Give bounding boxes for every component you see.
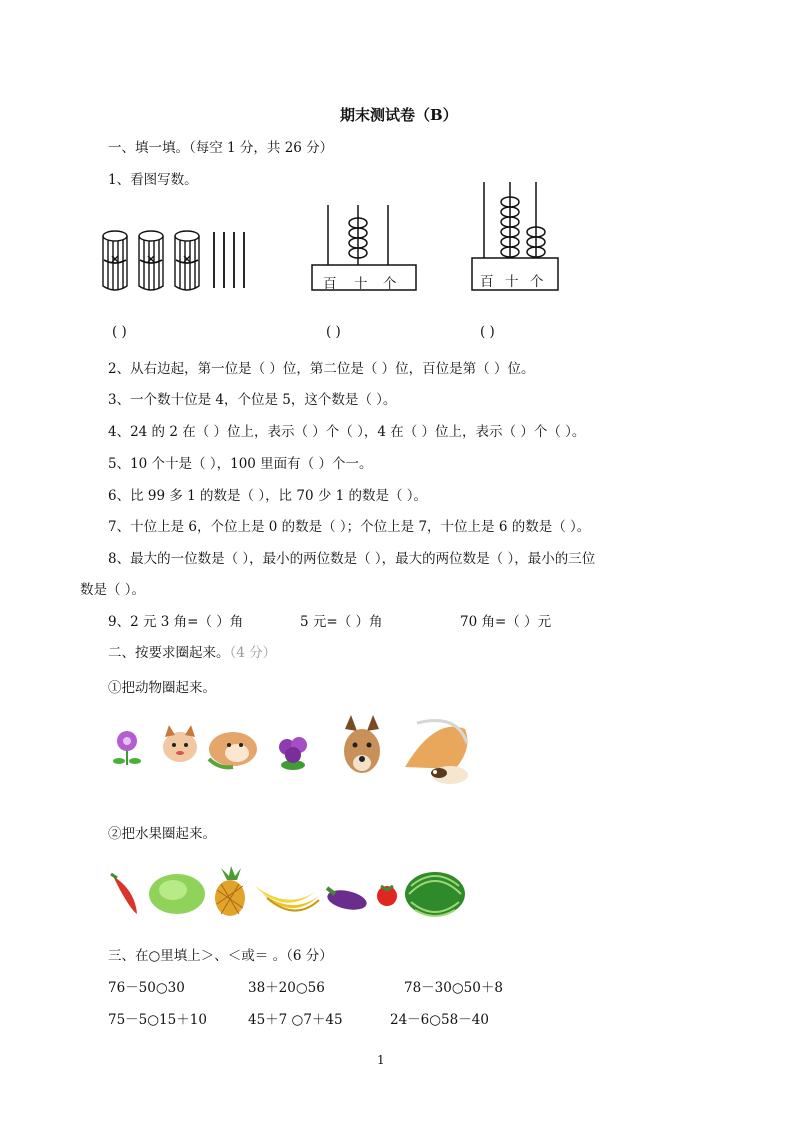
stick-bundles-illustration bbox=[100, 226, 260, 298]
question-8: 8、最大的一位数是（ ），最小的两位数是（ ），最大的两位数是（ ），最小的三位 bbox=[108, 551, 596, 567]
question-3: 3、一个数十位是 4，个位是 5，这个数是（ ）。 bbox=[108, 392, 397, 408]
question-2: 2、从右边起，第一位是（ ）位，第二位是（ ）位，百位是第（ ）位。 bbox=[108, 361, 535, 377]
watermelon-icon bbox=[405, 872, 465, 916]
chili-pepper-icon bbox=[111, 874, 137, 914]
eggplant-icon bbox=[326, 887, 369, 913]
animals-picture-row bbox=[105, 715, 475, 795]
compare-r1-c1: 76－50○30 bbox=[108, 980, 185, 996]
abacus1-label-tens: 十 bbox=[354, 276, 368, 292]
question-5: 5、10 个十是（ ），100 里面有（ ）个一。 bbox=[108, 456, 373, 472]
abacus2-label-ones: 个 bbox=[530, 274, 544, 290]
lying-fox-icon bbox=[405, 721, 468, 785]
page-title: 期末测试卷（B） bbox=[340, 106, 458, 124]
bundle-icon bbox=[139, 231, 163, 290]
tomato-icon bbox=[377, 886, 397, 906]
abacus1-label-hundreds: 百 bbox=[323, 276, 337, 292]
page-number: 1 bbox=[377, 1053, 385, 1067]
pineapple-icon bbox=[215, 866, 245, 916]
dog-icon bbox=[344, 715, 380, 773]
question-9-part1: 9、2 元 3 角=（ ）角 bbox=[108, 614, 244, 630]
section2-points: （4 分） bbox=[229, 645, 277, 661]
question-9-part2: 5 元=（ ）角 bbox=[300, 614, 383, 630]
question-9-part3: 70 角=（ ）元 bbox=[460, 614, 552, 630]
answer-blank-2[interactable]: ( ) bbox=[326, 324, 341, 340]
fox-icon bbox=[209, 732, 257, 767]
cat-icon bbox=[163, 725, 197, 762]
section2-heading bbox=[108, 641, 276, 661]
question-7: 7、十位上是 6，个位上是 0 的数是（ ）；个位上是 7，十位上是 6 的数是（ ）。 bbox=[108, 519, 591, 535]
abacus2-label-hundreds: 百 bbox=[480, 274, 494, 290]
abacus2-label-tens: 十 bbox=[505, 274, 519, 290]
question-8-continued: 数是（ ）。 bbox=[80, 582, 146, 598]
sub-question-fruits: ②把水果圈起来。 bbox=[108, 826, 216, 842]
section2-heading-text: 二、按要求圈起来。 bbox=[108, 645, 230, 661]
bundle-icon bbox=[175, 231, 199, 290]
fruits-picture-row bbox=[105, 866, 475, 926]
section1-heading: 一、填一填。（每空 1 分，共 26 分） bbox=[108, 140, 334, 156]
answer-blank-1[interactable]: ( ) bbox=[112, 324, 127, 340]
compare-r1-c2: 38＋20○56 bbox=[248, 980, 325, 996]
q1-text: 1、看图写数。 bbox=[108, 172, 198, 188]
question-4: 4、24 的 2 在（ ）位上，表示（ ）个（ ），4 在（ ）位上，表示（ ）个（ ）。 bbox=[108, 424, 586, 440]
banana-icon bbox=[255, 886, 319, 911]
abacus1-label-ones: 个 bbox=[383, 276, 397, 292]
single-sticks-icon bbox=[214, 232, 244, 288]
cabbage-icon bbox=[149, 874, 205, 914]
compare-r2-c2: 45＋7 ○7＋45 bbox=[248, 1012, 343, 1028]
hydrangea-flower-icon bbox=[279, 737, 307, 770]
section3-heading: 三、在○里填上＞、＜或＝ 。（6 分） bbox=[108, 948, 333, 964]
bundle-icon bbox=[103, 231, 127, 290]
answer-blank-3[interactable]: ( ) bbox=[480, 324, 495, 340]
compare-r1-c3: 78－30○50＋8 bbox=[404, 980, 503, 996]
flower-icon bbox=[113, 731, 141, 765]
sub-question-animals: ①把动物圈起来。 bbox=[108, 680, 216, 696]
compare-r2-c3: 24－6○58－40 bbox=[390, 1012, 489, 1028]
question-6: 6、比 99 多 1 的数是（ ），比 70 少 1 的数是（ ）。 bbox=[108, 488, 428, 504]
compare-r2-c1: 75－5○15＋10 bbox=[108, 1012, 207, 1028]
